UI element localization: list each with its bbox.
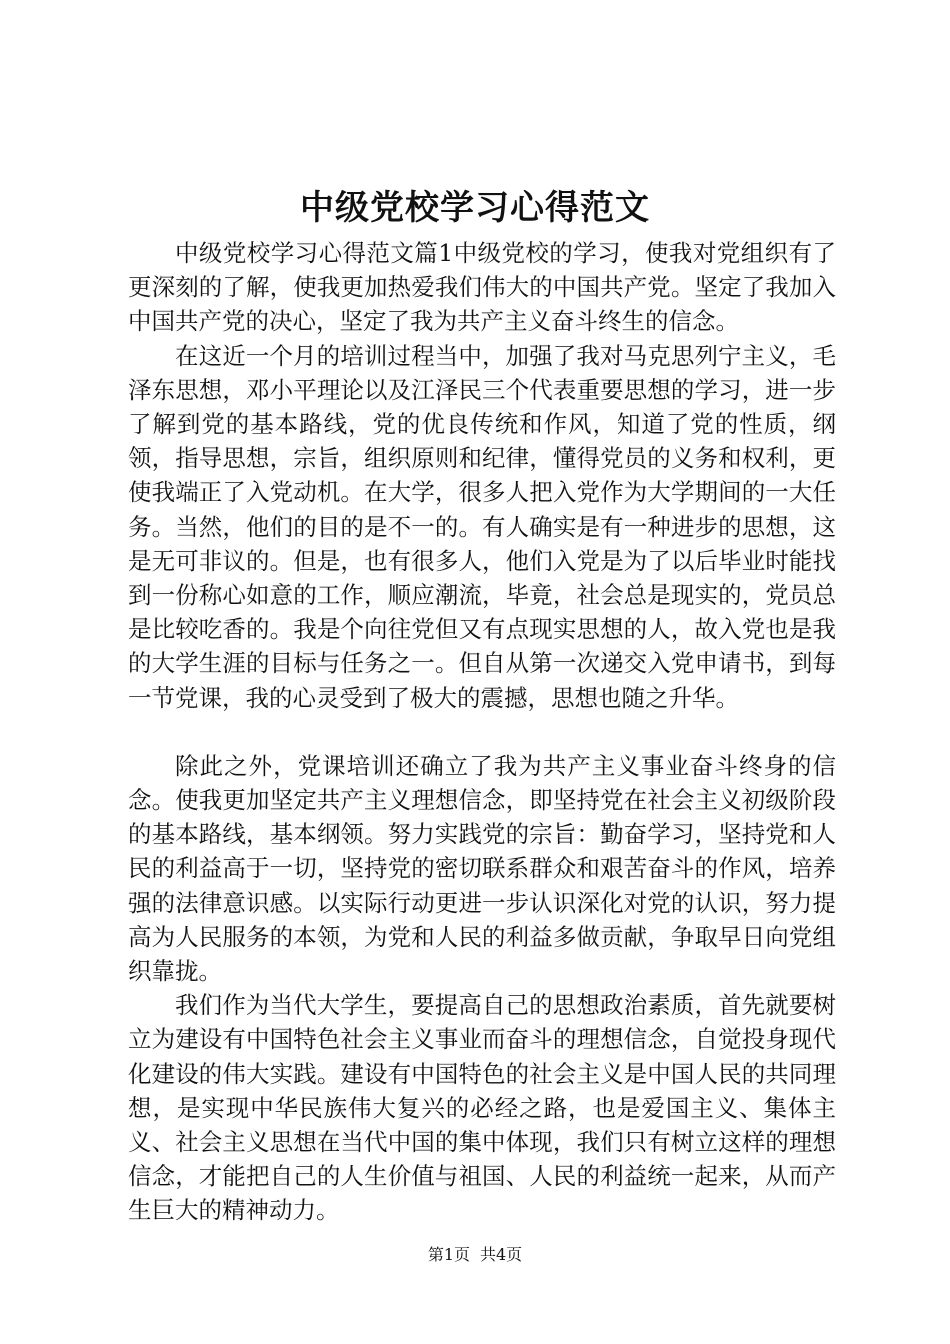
page-number: 第1页: [427, 1245, 470, 1264]
page-total: 共4页: [480, 1245, 523, 1264]
paragraph-3: 除此之外，党课培训还确立了我为共产主义事业奋斗终身的信念。使我更加坚定共产主义理想信念，即坚持党在社会主义初级阶段的基本路线，基本纲领。努力实践党的宗旨：勤奋学习，坚持党和人民的利益高于一切，坚持党的密切联系群众和艰苦奋斗的作风，培养强的法律意识感。以实际行动更进一步认识深化对党的认识，努力提高为人民服务的本领，为党和人民的利益多做贡献，争取早日向党组织靠拢。: [128, 751, 836, 986]
document-body: [128, 236, 836, 1228]
paragraph-4: 我们作为当代大学生，要提高自己的思想政治素质，首先就要树立为建设有中国特色社会主义事业而奋斗的理想信念，自觉投身现代化建设的伟大实践。建设有中国特色的社会主义是中国人民的共同理想，是实现中华民族伟大复兴的必经之路，也是爱国主义、集体主义、社会主义思想在当代中国的集中体现，我们只有树立这样的理想信念，才能把自己的人生价值与祖国、人民的利益统一起来，从而产生巨大的精神动力。: [128, 991, 836, 1225]
page-footer: [0, 1244, 950, 1266]
document-title: 中级党校学习心得范文: [300, 188, 650, 228]
paragraph-1: 中级党校学习心得范文篇1中级党校的学习，使我对党组织有了更深刻的了解，使我更加热爱我们伟大的中国共产党。坚定了我加入中国共产党的决心，坚定了我为共产主义奋斗终生的信念。: [128, 239, 836, 336]
paragraph-2: 在这近一个月的培训过程当中，加强了我对马克思列宁主义，毛泽东思想，邓小平理论以及江泽民三个代表重要思想的学习，进一步了解到党的基本路线，党的优良传统和作风，知道了党的性质，纲领，指导思想，宗旨，组织原则和纪律，懂得党员的义务和权利，更使我端正了入党动机。在大学，很多人把入党作为大学期间的一大任务。当然，他们的目的是不一的。有人确实是有一种进步的思想，这是无可非议的。但是，也有很多人，他们入党是为了以后毕业时能找到一份称心如意的工作，顺应潮流，毕竟，社会总是现实的，党员总是比较吃香的。我是个向往党但又有点现实思想的人，故入党也是我的大学生涯的目标与任务之一。但自从第一次递交入党申请书，到每一节党课，我的心灵受到了极大的震撼，思想也随之升华。: [128, 341, 836, 712]
